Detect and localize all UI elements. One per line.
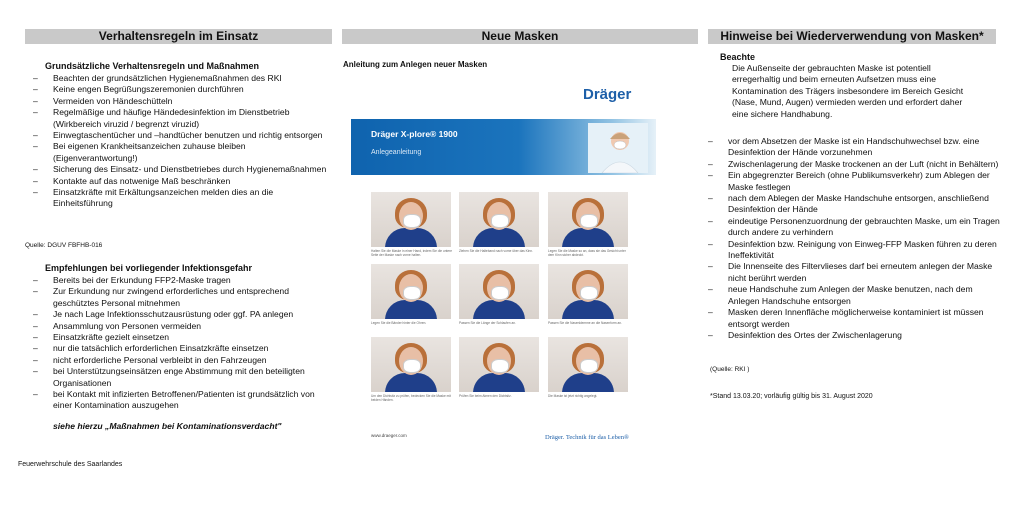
beachte-text: Die Außenseite der gebrauchten Maske ist potentiell erregerhaltig und beim erneuten Aufsetzen muss eine Kontamination des Trägers insbesondere im Bereich Gesicht (Nase, Mund, Augen) vermieden werden und erfordert daher eine sichere Handhabung. bbox=[732, 63, 964, 119]
instruction-photo bbox=[371, 192, 451, 247]
footer-feuerwehrschule: Feuerwehrschule des Saarlandes bbox=[18, 461, 123, 468]
list-item: – bei Unterstützungseinsätzen enge Abstimmung mit den beteiligten Organisationen bbox=[25, 366, 330, 389]
banner-subtitle: Anlegeanleitung bbox=[371, 149, 422, 156]
instruction-caption: Die Maske ist jetzt richtig angelegt. bbox=[548, 394, 598, 398]
draeger-logo: Dräger bbox=[583, 86, 632, 103]
list-wiederverwendung bbox=[700, 136, 1000, 341]
banner-title: Dräger X-plore® 1900 bbox=[371, 129, 458, 139]
list-item: – Desinfektion des Ortes der Zwischenlagerung bbox=[700, 330, 1000, 341]
product-banner bbox=[351, 119, 656, 175]
list-item: – Zur Erkundung nur zwingend erforderliches und entsprechend geschütztes Personal mitnehmen bbox=[25, 286, 330, 309]
person-with-mask-image bbox=[588, 123, 648, 173]
list-item: – bei Kontakt mit infizierten Betroffenen/Patienten ist grundsätzlich von einer Kontamination auszugehen bbox=[25, 389, 330, 412]
instruction-caption: Legen Sie die Bänder hinter die Ohren. bbox=[371, 321, 427, 325]
source-rki: (Quelle: RKI ) bbox=[710, 366, 750, 373]
header-neue-masken: Neue Masken bbox=[342, 29, 698, 44]
list-item: – eindeutige Personenzuordnung der gebrauchten Maske, um ein Tragen durch andere zu verhindern bbox=[700, 216, 1000, 239]
list-item: – Einsatzkräfte gezielt einsetzen bbox=[25, 332, 330, 343]
list-item: – nur die tatsächlich erforderlichen Einsatzkräfte einsetzen bbox=[25, 343, 330, 354]
beachte-title: Beachte bbox=[720, 52, 756, 62]
list-item: – neue Handschuhe zum Anlegen der Maske benutzen, nach dem Anlegen Handschuhe entsorgen bbox=[700, 284, 1000, 307]
instruction-photo bbox=[548, 192, 628, 247]
section-title-empfehlungen: Empfehlungen bei vorliegender Infektionsgefahr bbox=[45, 263, 253, 273]
instruction-photo bbox=[459, 192, 539, 247]
instruction-caption: Passen Sie die Nasenklemme an die Nasenform an. bbox=[548, 321, 622, 325]
instruction-photo bbox=[371, 264, 451, 319]
list-item: – Masken deren Innenfläche möglicherweise kontaminiert ist müssen entsorgt werden bbox=[700, 307, 1000, 330]
instruction-photo bbox=[459, 337, 539, 392]
list-item: – Regelmäßige und häufige Händedesinfektion im Dienstbetrieb (Wirkbereich viruzid / begrenzt viruzid) bbox=[25, 107, 330, 130]
instruction-photo bbox=[371, 337, 451, 392]
instruction-photo bbox=[548, 264, 628, 319]
list-item: – Einwegtaschentücher und –handtücher benutzen und richtig entsorgen bbox=[25, 130, 330, 141]
emphasis-kontaminationsverdacht: siehe hierzu „Maßnahmen bei Kontaminationsverdacht" bbox=[53, 421, 282, 431]
list-item: – Beachten der grundsätzlichen Hygienemaßnahmen des RKI bbox=[25, 73, 330, 84]
section-title-grundsaetzlich: Grundsätzliche Verhaltensregeln und Maßnahmen bbox=[45, 61, 260, 71]
instruction-photo bbox=[459, 264, 539, 319]
list-item: – Die Innenseite des Filtervlieses darf bei erneutem anlegen der Maske nicht berührt werden bbox=[700, 261, 1000, 284]
instruction-photo bbox=[548, 337, 628, 392]
list-item: – Sicherung des Einsatz- und Dienstbetriebes durch Hygienemaßnahmen bbox=[25, 164, 330, 175]
list-item: – Zwischenlagerung der Maske trockenen an der Luft (nicht in Behältern) bbox=[700, 159, 1000, 170]
list-item: – Bereits bei der Erkundung FFP2-Maske tragen bbox=[25, 275, 330, 286]
list-item: – Je nach Lage Infektionsschutzausrüstung oder ggf. PA anlegen bbox=[25, 309, 330, 320]
footnote-stand: *Stand 13.03.20; vorläufig gültig bis 31. August 2020 bbox=[710, 393, 873, 400]
draeger-url: www.draeger.com bbox=[371, 433, 407, 438]
list-item: – Ansammlung von Personen vermeiden bbox=[25, 321, 330, 332]
header-verhaltensregeln: Verhaltensregeln im Einsatz bbox=[25, 29, 332, 44]
list-empfehlungen bbox=[25, 275, 330, 412]
instruction-caption: Um den Dichtsitz zu prüfen, bedecken Sie die Maske mit beiden Händen. bbox=[371, 394, 451, 402]
list-item: – Desinfektion bzw. Reinigung von Einweg-FFP Masken führen zu deren Ineffektivität bbox=[700, 239, 1000, 262]
subtitle-anleitung: Anleitung zum Anlegen neuer Masken bbox=[343, 60, 488, 69]
list-item: – vor dem Absetzen der Maske ist ein Handschuhwechsel bzw. eine Desinfektion der Hände vorzunehmen bbox=[700, 136, 1000, 159]
instruction-caption: Halten Sie die Maske in einer Hand, indem Sie die untere Seite der Maske nach vorne halten. bbox=[371, 249, 452, 257]
draeger-slogan: Dräger. Technik für das Leben® bbox=[545, 434, 629, 441]
list-item: – Ein abgegrenzter Bereich (ohne Publikumsverkehr) zum Ablegen der Maske festlegen bbox=[700, 170, 1000, 193]
header-wiederverwendung: Hinweise bei Wiederverwendung von Masken* bbox=[708, 29, 996, 44]
list-item: – Einsatzkräfte mit Erkältungsanzeichen melden dies an die Einheitsführung bbox=[25, 187, 330, 210]
instruction-caption: Passen Sie die Länge der Schlaufen an. bbox=[459, 321, 516, 325]
list-item: – Vermeiden von Händeschütteln bbox=[25, 96, 330, 107]
list-item: – Kontakte auf das notwenige Maß beschränken bbox=[25, 176, 330, 187]
list-item: – nach dem Ablegen der Maske Handschuhe entsorgen, anschließend Desinfektion der Hände bbox=[700, 193, 1000, 216]
instruction-caption: Legen Sie die Maske so an, dass sie das Gesicht unter dem Kinn sicher abdeckt. bbox=[548, 249, 626, 257]
instruction-caption: Prüfen Sie beim Atmen den Dichtsitz. bbox=[459, 394, 512, 398]
list-item: – nicht erforderliche Personal verbleibt in den Fahrzeugen bbox=[25, 355, 330, 366]
instruction-caption: Ziehen Sie die Halteband nach vorne über das Kinn. bbox=[459, 249, 533, 253]
list-item: – Bei eigenen Krankheitsanzeichen zuhause bleiben (Eigenverantwortung!) bbox=[25, 141, 330, 164]
list-grundsaetzlich bbox=[25, 73, 330, 210]
list-item: – Keine engen Begrüßungszeremonien durchführen bbox=[25, 84, 330, 95]
source-dguv: Quelle: DGUV FBFHB-016 bbox=[25, 242, 103, 249]
